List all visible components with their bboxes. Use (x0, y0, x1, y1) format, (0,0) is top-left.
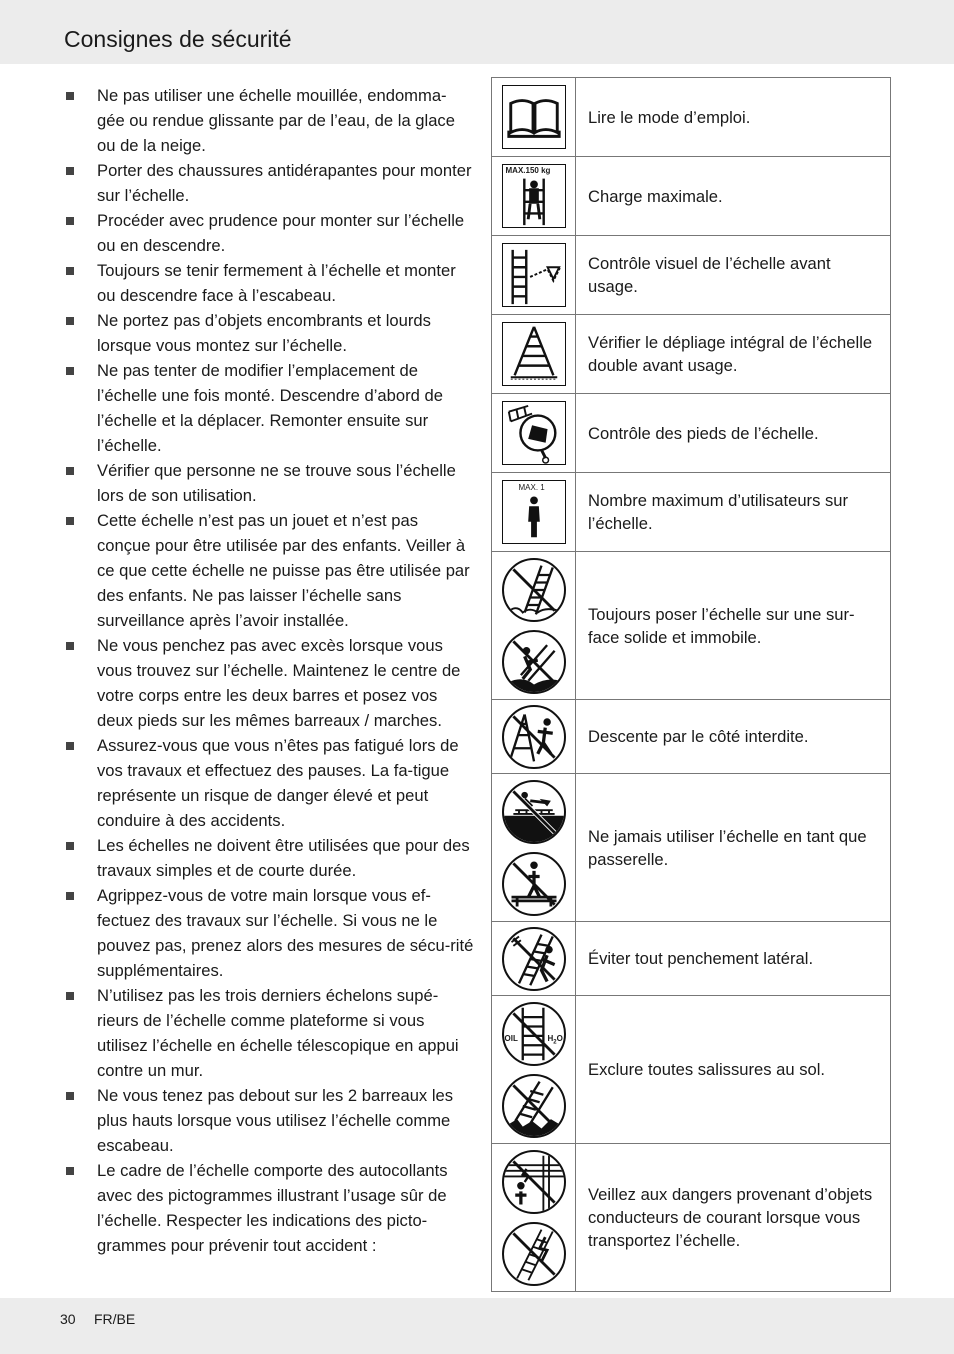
step-ladder-unfold-icon (502, 322, 566, 386)
list-item: Procéder avec prudence pour monter sur l’échelle ou en descendre. (64, 208, 474, 258)
no-leaning-icon (502, 927, 566, 991)
list-item: Le cadre de l’échelle comporte des autocollants avec des pictogrammes illustrant l’usage sûr de l’échelle. Respecter les indications des picto-grammes pour prévenir tout accident : (64, 1158, 474, 1258)
max-load-icon (502, 164, 566, 228)
pictogram-label: Exclure toutes salissures au sol. (588, 1060, 826, 1079)
max-users-icon (502, 480, 566, 544)
list-item: Ne pas tenter de modifier l’emplacement de l’échelle une fois monté. Descendre d’abord de l’échelle et la déplacer. Remonter ensuite sur l’échelle. (64, 358, 474, 458)
table-row (492, 700, 890, 774)
bullet-icon (66, 892, 74, 900)
table-row (492, 394, 890, 473)
no-walkway-icon (502, 852, 566, 916)
pictogram-label: Toujours poser l’échelle sur une sur-face solide et immobile. (588, 604, 855, 647)
table-row (492, 315, 890, 394)
page-footer (0, 1298, 954, 1354)
bullet-icon (66, 517, 74, 525)
pictogram-table (491, 77, 891, 1292)
list-item: Assurez-vous que vous n’êtes pas fatigué lors de vos travaux et effectuez des pauses. La fa-tigue représente un risque de danger élevé et peut conduire à des accidents. (64, 733, 474, 833)
list-item: N’utilisez pas les trois derniers échelons supé-rieurs de l’échelle comme plateforme si vous utilisez l’échelle en échelle télescopique en appui contre un mur. (64, 983, 474, 1083)
pictogram-label: Vérifier le dépliage intégral de l’échelle double avant usage. (588, 333, 873, 375)
bullet-icon (66, 317, 74, 325)
bullet-icon (66, 217, 74, 225)
language-code: FR/BE (94, 1311, 136, 1327)
electric-hazard-icon (502, 1222, 566, 1286)
list-item: Toujours se tenir fermement à l’échelle et monter ou descendre face à l’escabeau. (64, 258, 474, 308)
list-item: Agrippez-vous de votre main lorsque vous ef-fectuez des travaux sur l’échelle. Si vous ne le pouvez pas, prenez alors des mesures de sécu-rité supplémentaires. (64, 883, 474, 983)
no-debris-icon (502, 1074, 566, 1138)
list-item: Vérifier que personne ne se trouve sous l’échelle lors de son utilisation. (64, 458, 474, 508)
table-row (492, 922, 890, 996)
page-title: Consignes de sécurité (64, 26, 292, 52)
max-users-label: MAX. 1 (518, 483, 545, 492)
list-item: Cette échelle n’est pas un jouet et n’est pas conçue pour être utilisée par des enfants. Veiller à ce que cette échelle ne puisse pas être utilisée par des enfants. Ne pas laisser l’échelle sans surveillance après l’avoir installée. (64, 508, 474, 633)
bullet-icon (66, 467, 74, 475)
safety-instructions-list (64, 83, 474, 1258)
power-line-danger-icon (502, 1150, 566, 1214)
ladder-feet-inspection-icon (502, 401, 566, 465)
list-item: Ne pas utiliser une échelle mouillée, endomma-gée ou rendue glissante par de l’eau, de la glace ou de la neige. (64, 83, 474, 158)
pictogram-label: Nombre maximum d’utilisateurs sur l’échelle. (588, 491, 849, 533)
pictogram-label: Lire le mode d’emploi. (588, 107, 751, 127)
bullet-icon (66, 267, 74, 275)
bullet-icon (66, 92, 74, 100)
table-row (492, 473, 890, 552)
list-item: Ne portez pas d’objets encombrants et lourds lorsque vous montez sur l’échelle. (64, 308, 474, 358)
max-load-label: MAX.150 kg (505, 166, 551, 175)
bullet-icon (66, 1092, 74, 1100)
bullet-icon (66, 992, 74, 1000)
bullet-icon (66, 842, 74, 850)
no-soft-ground-icon (502, 558, 566, 622)
pictogram-label: Descente par le côté interdite. (588, 727, 809, 746)
no-bridge-use-icon (502, 780, 566, 844)
table-row (492, 236, 890, 315)
pictogram-label: Ne jamais utiliser l’échelle en tant que passerelle. (588, 826, 867, 869)
table-row (492, 1144, 890, 1292)
table-row (492, 78, 890, 157)
pictogram-label: Contrôle visuel de l’échelle avant usage. (588, 254, 831, 296)
list-item: Ne vous penchez pas avec excès lorsque vous vous trouvez sur l’échelle. Maintenez le centre de votre corps entre les deux barres et posez vos deux pieds sur les mêmes barreaux / marches. (64, 633, 474, 733)
list-item: Les échelles ne doivent être utilisées que pour des travaux simples et de courte durée. (64, 833, 474, 883)
bullet-icon (66, 167, 74, 175)
pictogram-label: Éviter tout penchement latéral. (588, 949, 814, 968)
ladder-inspection-icon (502, 243, 566, 307)
bullet-icon (66, 742, 74, 750)
pictogram-label: Contrôle des pieds de l’échelle. (588, 423, 819, 443)
bullet-icon (66, 1167, 74, 1175)
bullet-icon (66, 642, 74, 650)
no-side-dismount-icon (502, 705, 566, 769)
table-row (492, 996, 890, 1144)
list-item: Ne vous tenez pas debout sur les 2 barreaux les plus hauts lorsque vous utilisez l’échelle comme escabeau. (64, 1083, 474, 1158)
water-label: $H_2O$ (547, 1033, 563, 1046)
book-icon (502, 85, 566, 149)
table-row (492, 157, 890, 236)
page-number: 30 (60, 1311, 76, 1327)
table-row (492, 552, 890, 700)
table-row (492, 774, 890, 922)
pictogram-label: Veillez aux dangers provenant d’objets conducteurs de courant lorsque vous transportez l’échelle. (588, 1185, 873, 1250)
no-unstable-ground-icon (502, 630, 566, 694)
pictogram-label: Charge maximale. (588, 186, 723, 206)
oil-label: OIL (504, 1033, 518, 1043)
list-item: Porter des chaussures antidérapantes pour monter sur l’échelle. (64, 158, 474, 208)
no-oil-water-icon (502, 1002, 566, 1066)
bullet-icon (66, 367, 74, 375)
page-header (0, 0, 954, 64)
